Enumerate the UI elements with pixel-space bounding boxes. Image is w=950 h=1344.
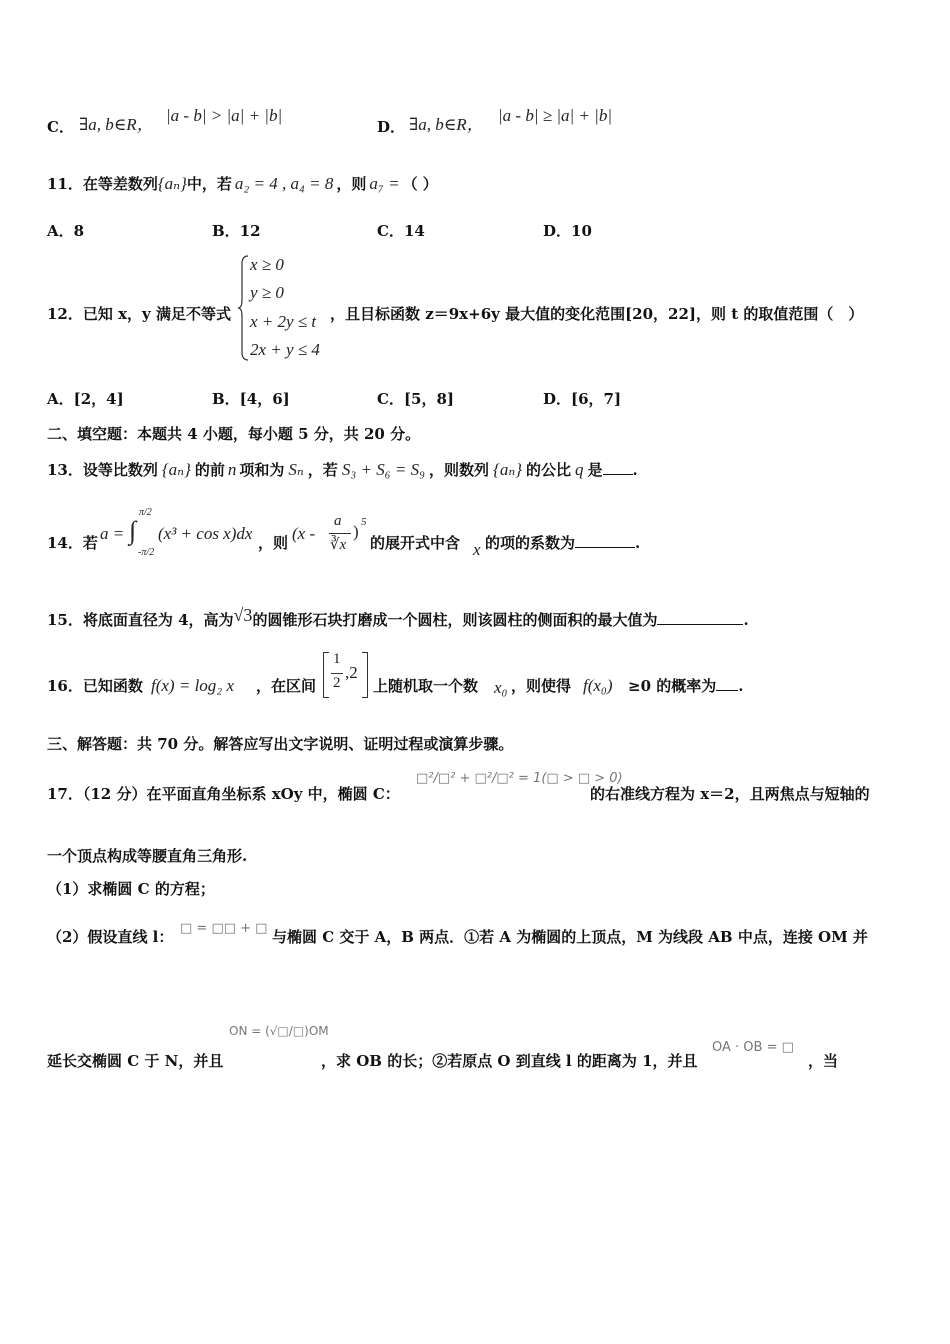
section-2-heading: 二、填空题：本题共 4 小题，每小题 5 分，共 20 分。 — [47, 425, 421, 443]
q14-text-coeff-label: 的项的系数为 — [485, 534, 576, 552]
q12-ineq-3: x + 2y ≤ t — [250, 312, 317, 331]
section-3-heading: 三、解答题：共 70 分。解答应写出文字说明、证明过程或演算步骤。 — [47, 735, 514, 753]
q15-end: . — [743, 611, 749, 629]
q16-interval-bar — [331, 673, 343, 674]
q14-integrand: (x³ + cos x)dx — [158, 524, 253, 543]
q10-option-d-inequality: |a - b| ≥ |a| + |b| — [498, 106, 613, 125]
q17-vector-on-image: ON = (√□/□)OM — [229, 1024, 329, 1038]
q11-ask: a₇ = — [369, 174, 400, 193]
q14-expr-left: (x - — [292, 524, 316, 543]
q13-end: . — [632, 461, 638, 479]
q14-a-equals: a = — [100, 524, 125, 543]
q11-option-a: A．8 — [47, 222, 85, 240]
q16-interval-den: 2 — [333, 675, 341, 691]
q10-option-c-exists: ∃a, b∈R， — [79, 115, 154, 134]
q14-end: . — [635, 534, 641, 552]
q13-answer-blank — [603, 460, 633, 475]
q14-text-expansion: 的展开式中含 — [370, 534, 461, 552]
q17-part-2b: 与椭圆 C 交于 A，B 两点．①若 A 为椭圆的上顶点，M 为线段 AB 中点，连接 OM 并 — [272, 928, 868, 946]
q17-line-equation-image: □ = □□ + □ — [180, 921, 268, 936]
q13-stem — [47, 460, 638, 480]
q11-stem — [47, 174, 438, 194]
q14-x: x — [473, 540, 481, 559]
q12-ineq-2: y ≥ 0 — [250, 283, 284, 302]
q10-option-c-label: C． — [47, 118, 74, 136]
q15-answer-blank — [657, 610, 743, 625]
q11-mid: 中，若 — [186, 175, 232, 193]
q16-x0: x₀ — [494, 678, 508, 697]
q14-frac-den: ∛x — [330, 537, 347, 553]
q13-n: n — [227, 460, 237, 479]
q12-option-b: B．[4，6] — [212, 390, 290, 408]
q12-stem-start: 12．已知 x，y 满足不等式 — [47, 305, 231, 323]
q12-option-c: C．[5，8] — [377, 390, 455, 408]
q13-sequence: {aₙ} — [161, 460, 191, 479]
q13-text-1: 的前 — [194, 461, 225, 479]
q11-condition: a₂ = 4 , a₄ = 8 — [234, 174, 334, 193]
q15-text-2: 的圆锥形石块打磨成一个圆柱，则该圆柱的侧面积的最大值为 — [252, 611, 658, 629]
q12-system-brace — [238, 254, 250, 362]
q14-text-then: ，则 — [258, 534, 289, 552]
q13-sequence-2: {aₙ} — [493, 460, 523, 479]
q16-bracket-left — [323, 652, 329, 698]
q16-text-5 — [628, 676, 743, 696]
q16-function: f(x) = log₂ x — [151, 676, 234, 695]
q11-option-b: B．12 — [212, 222, 261, 240]
q15-sqrt3: √3 — [233, 605, 253, 625]
q17-text-1: 17．（12 分）在平面直角坐标系 xOy 中，椭圆 C： — [47, 785, 400, 803]
q15-text-1: 15．将底面直径为 4，高为 — [47, 611, 234, 629]
q13-text-6: 是 — [587, 461, 603, 479]
q16-text-1: 16．已知函数 — [47, 677, 143, 695]
q14-answer-blank — [575, 533, 635, 548]
q16-interval-right: ,2 — [345, 663, 358, 682]
q17-vector-oa-ob-image: OA · OB = □ — [712, 1040, 794, 1055]
q16-interval-num: 1 — [333, 651, 341, 667]
q10-option-c-inequality: |a - b| > |a| + |b| — [166, 106, 283, 125]
q12-option-d: D．[6，7] — [543, 390, 622, 408]
q16-bracket-right — [362, 652, 368, 698]
q17-part-2a: （2）假设直线 l： — [47, 928, 174, 946]
q14-text-coeff — [485, 533, 640, 553]
q15-stem — [47, 605, 749, 630]
q17-part-2e: ，当 — [808, 1052, 839, 1070]
q17-part-2c: 延长交椭圆 C 于 N，并且 — [47, 1052, 224, 1070]
q14-integral-sign: ∫ — [129, 516, 137, 545]
q12-ineq-1: x ≥ 0 — [250, 255, 284, 274]
q13-sn: Sₙ — [288, 460, 304, 479]
q17-part-1: （1）求椭圆 C 的方程； — [47, 880, 215, 898]
q11-option-d: D．10 — [543, 222, 592, 240]
q17-text-line2: 一个顶点构成等腰直角三角形. — [47, 847, 248, 865]
q13-number: 13．设等比数列 — [47, 461, 158, 479]
q10-option-d-label: D． — [377, 118, 406, 136]
q14-lower-limit: -π/2 — [138, 547, 155, 558]
q17-part-2d: ，求 OB 的长；②若原点 O 到直线 l 的距离为 1，并且 — [321, 1052, 698, 1070]
q12-option-a: A．[2，4] — [47, 390, 124, 408]
q14-number: 14．若 — [47, 534, 98, 552]
q12-stem-rest: ，且目标函数 z＝9x+6y 最大值的变化范围[20，22]，则 t 的取值范围（ ） — [330, 305, 864, 323]
q16-answer-blank — [716, 676, 738, 691]
q14-upper-limit: π/2 — [139, 507, 152, 518]
q16-text-4: ，则使得 — [511, 677, 572, 695]
q10-option-d-exists: ∃a, b∈R， — [409, 115, 484, 134]
q11-sequence: {aₙ} — [157, 174, 187, 193]
q13-q: q — [575, 460, 584, 479]
q17-ellipse-equation-image: □²/□² + □²/□² = 1(□ > □ > 0) — [416, 771, 623, 786]
q14-power: 5 — [361, 516, 367, 528]
q13-text-3: ，若 — [307, 461, 338, 479]
q16-text-2: ，在区间 — [256, 677, 317, 695]
q16-fx0: f(x₀) — [583, 676, 613, 695]
q16-text-3: 上随机取一个数 — [373, 677, 479, 695]
q11-number: 11．在等差数列 — [47, 175, 158, 193]
q16-text-5-label: ≥0 的概率为 — [628, 677, 717, 695]
q11-paren: （ ） — [402, 175, 438, 193]
q11-option-c: C．14 — [377, 222, 425, 240]
q13-text-4: ，则数列 — [429, 461, 490, 479]
q14-paren-close: ) — [353, 522, 359, 541]
q13-text-5: 的公比 — [526, 461, 572, 479]
q13-condition: S₃ + S₆ = S₉ — [341, 460, 425, 479]
q13-text-2: 项和为 — [239, 461, 285, 479]
q16-end: . — [738, 677, 744, 695]
q17-text-2: 的右准线方程为 x＝2，且两焦点与短轴的 — [590, 785, 870, 803]
q14-frac-num: a — [334, 513, 342, 529]
q14-frac-bar — [329, 533, 351, 534]
q12-ineq-4: 2x + y ≤ 4 — [250, 340, 320, 359]
q11-then: ，则 — [336, 175, 367, 193]
